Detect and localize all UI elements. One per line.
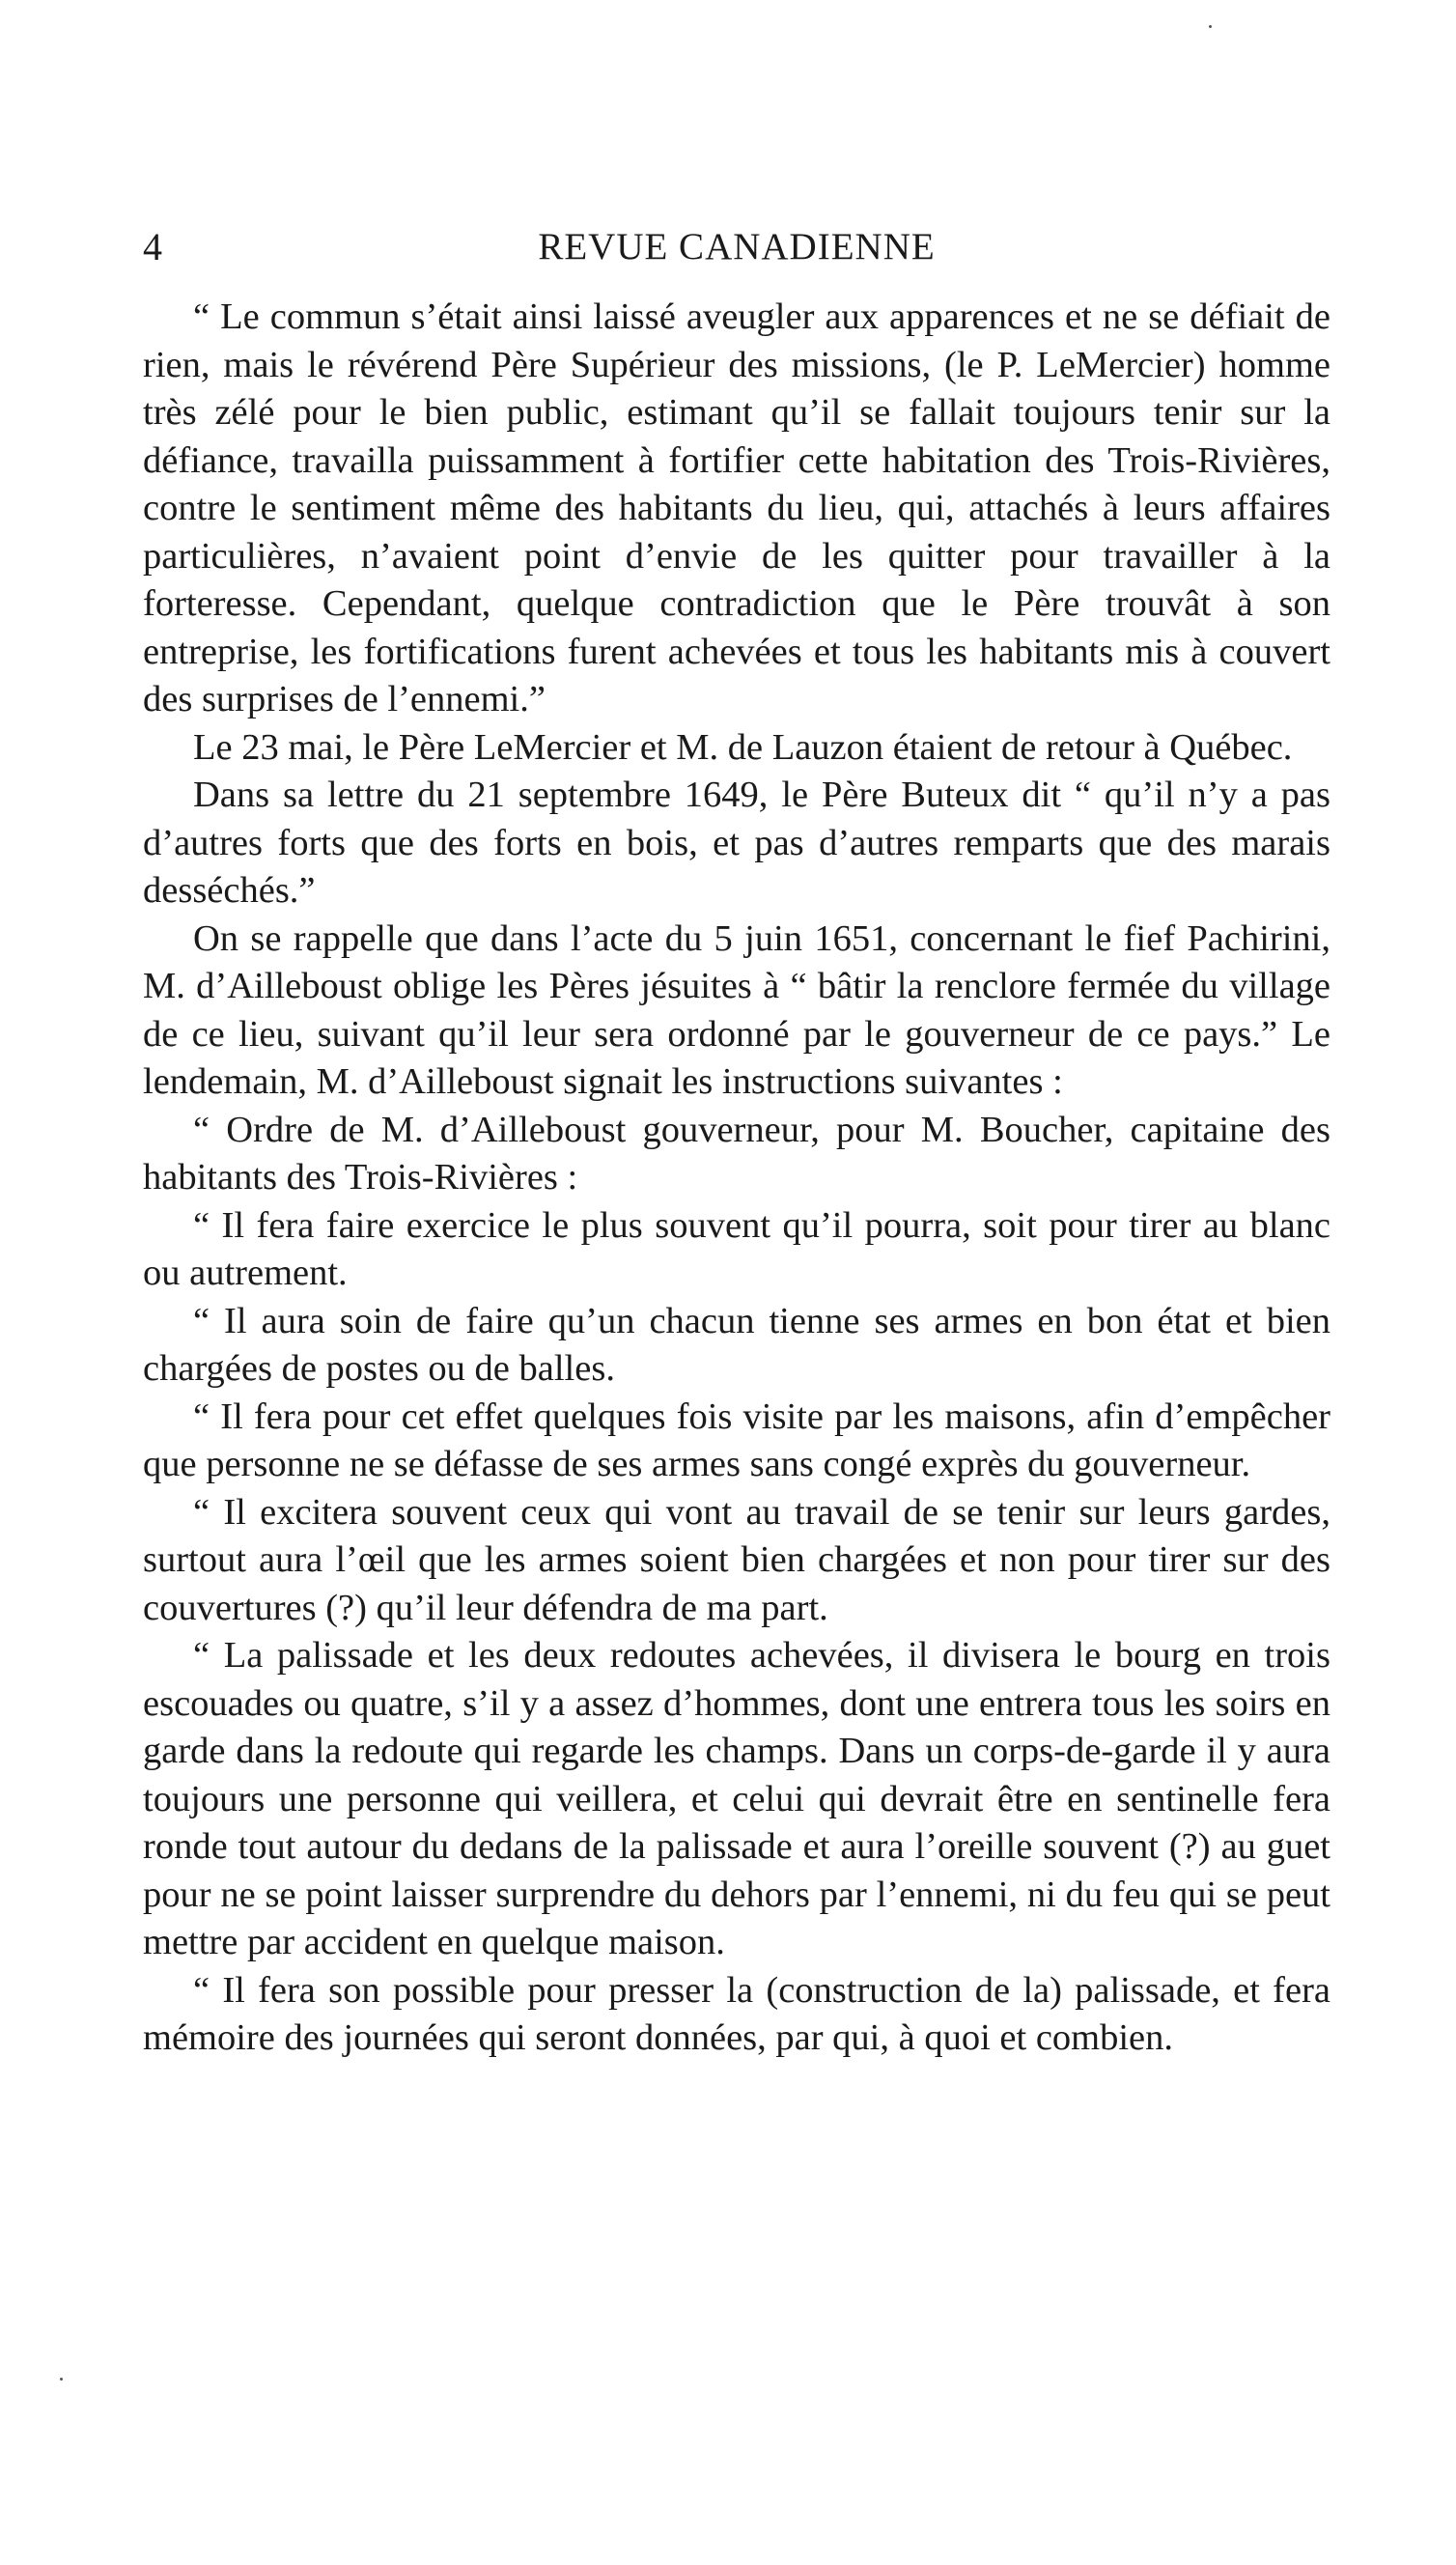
paragraph: On se rappelle que dans l’acte du 5 juin 1651, concernant le fief Pachirini, M. d’Ailleboust oblige les Pères jésuites à “ bâtir la renclore fermée du village de ce lieu, suivant qu’il leur sera ordonné par le gouverneur de ce pays.” Le lendemain, M. d’Ailleboust signait les instructions suivantes : — [143, 917, 1330, 1102]
paragraph: “ Il fera faire exercice le plus souvent qu’il pourra, soit pour tirer au blanc ou autrement. — [143, 1204, 1330, 1293]
body-text — [143, 294, 1330, 2063]
paragraph: “ Il fera pour cet effet quelques fois visite par les maisons, afin d’empêcher que personne ne se défasse de ses armes sans congé exprès du gouverneur. — [143, 1395, 1330, 1484]
paragraph: “ Il excitera souvent ceux qui vont au travail de se tenir sur leurs gardes, surtout aura l’œil que les armes soient bien chargées et non pour tirer sur des couvertures (?) qu’il leur défendra de ma part. — [143, 1491, 1330, 1628]
page-number: 4 — [143, 225, 162, 268]
paragraph: “ Le commun s’était ainsi laissé aveugler aux apparences et ne se défiait de rien, mais le révérend Père Supérieur des missions, (le P. LeMercier) homme très zélé pour le bien public, estimant qu’il se fallait toujours tenir sur la défiance, travailla puissamment à fortifier cette habitation des Trois-Rivières, contre le sentiment même des habitants du lieu, qui, attachés à leurs affaires particulières, n’avaient point d’envie de les quitter pour travailler à la forteresse. Cependant, quelque contradiction que le Père trouvât à son entreprise, les fortifications furent achevées et tous les habitants mis à couvert des surprises de l’ennemi.” — [143, 296, 1330, 719]
journal-title: REVUE CANADIENNE — [538, 226, 936, 268]
running-head — [143, 214, 1330, 272]
paragraph: Dans sa lettre du 21 septembre 1649, le Père Buteux dit “ qu’il n’y a pas d’autres forts que des forts en bois, et pas d’autres remparts que des marais desséchés.” — [143, 775, 1330, 911]
paragraph: “ Ordre de M. d’Ailleboust gouverneur, pour M. Boucher, capitaine des habitants des Trois-Rivières : — [143, 1109, 1330, 1198]
paragraph: “ Il fera son possible pour presser la (construction de la) palissade, et fera mémoire des journées qui seront données, par qui, à quoi et combien. — [143, 1969, 1330, 2058]
paragraph: “ La palissade et les deux redoutes achevées, il divisera le bourg en trois escouades ou quatre, s’il y a assez d’hommes, dont une entrera tous les soirs en garde dans la redoute qui regarde les champs. Dans un corps-de-garde il y aura toujours une personne qui veillera, et celui qui devrait être en sentinelle fera ronde tout autour du dedans de la palissade et aura l’oreille souvent (?) au guet pour ne se point laisser surprendre du dehors par l’ennemi, ni du feu qui se peut mettre par accident en quelque maison. — [143, 1635, 1330, 1962]
paper-speck — [60, 2378, 63, 2381]
paragraph: “ Il aura soin de faire qu’un chacun tienne ses armes en bon état et bien chargées de postes ou de balles. — [143, 1300, 1330, 1389]
paragraph: Le 23 mai, le Père LeMercier et M. de Lauzon étaient de retour à Québec. — [193, 726, 1293, 768]
paper-speck — [1209, 25, 1212, 28]
